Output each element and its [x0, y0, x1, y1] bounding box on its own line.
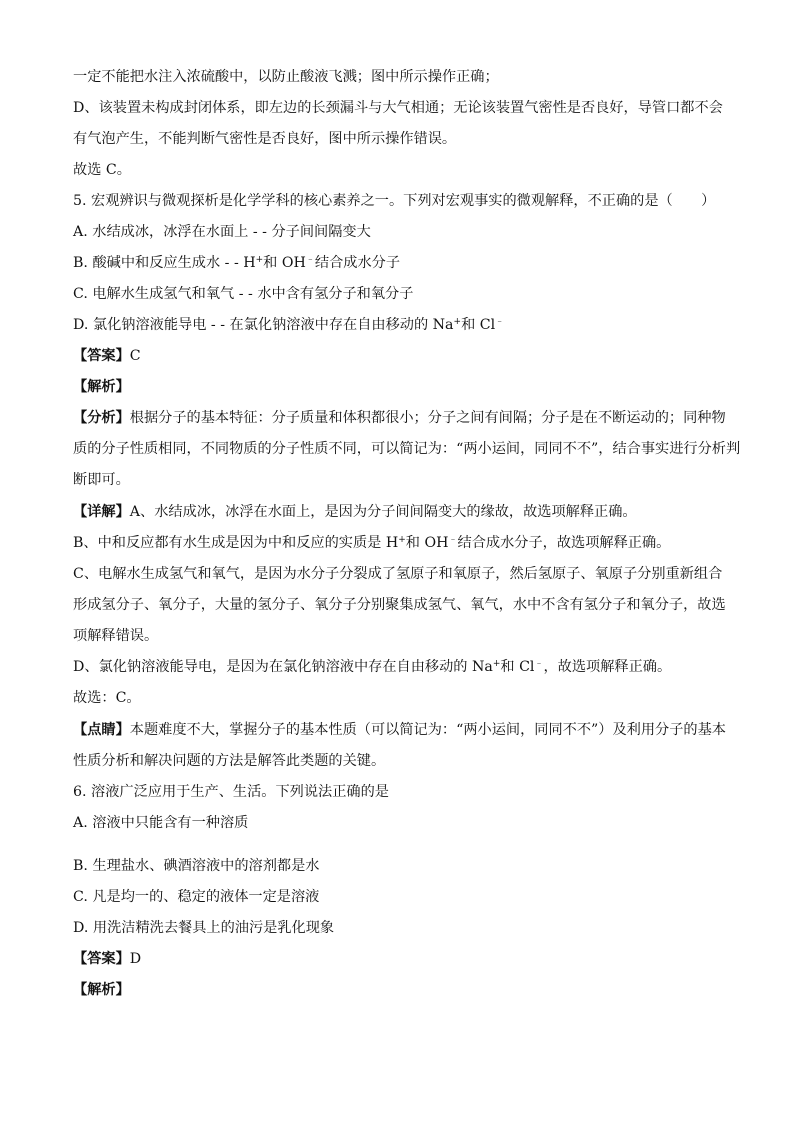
- line-text: 形成氢分子、氧分子，大量的氢分子、氧分子分别聚集成氢气、氧气，水中不含有氢分子和氧分子，故选: [73, 597, 726, 613]
- question-5-stem: [73, 191, 733, 211]
- line-text: D、氯化钠溶液能导电，是因为在氯化钠溶液中存在自由移动的 Na: [73, 659, 493, 675]
- text-line: [73, 720, 733, 740]
- superscript: +: [255, 255, 264, 265]
- line-text: 和 Cl: [500, 659, 535, 675]
- line-text: 断即可。: [73, 472, 130, 488]
- text-line: [73, 657, 733, 677]
- line-text: B. 酸碱中和反应生成水 - - H: [73, 255, 256, 271]
- answer-value: C: [129, 348, 141, 364]
- line-text: 项解释错误。: [73, 628, 159, 644]
- superscript: +: [492, 659, 501, 669]
- line-text: 和 OH: [263, 255, 306, 271]
- text-line: [73, 439, 741, 459]
- superscript: ﹣: [495, 317, 505, 327]
- superscript: +: [453, 317, 462, 327]
- line-text: 质的分子性质相同，不同物质的分子性质不同，可以简记为：“两小运间，同同不不”，结合事实进行分析判: [73, 441, 741, 457]
- line-text: 5. 宏观辨识与微观探析是化学学科的核心素养之一。下列对宏观事实的微观解释，不正确的是（ ）: [73, 193, 716, 209]
- line-text: 6. 溶液广泛应用于生产、生活。下列说法正确的是: [73, 784, 389, 800]
- line-text: C、电解水生成氢气和氧气，是因为水分子分裂成了氢原子和氧原子，然后氢原子、氧原子分别重新组合: [73, 566, 723, 582]
- option-c: [73, 887, 733, 907]
- answer-label: 【答案】: [73, 348, 130, 364]
- line-text: 和 OH: [405, 535, 449, 551]
- line-text: C. 凡是均一的、稳定的液体一定是溶液: [73, 889, 320, 905]
- line-text: 故选 C。: [73, 162, 131, 178]
- section-label: 【解析】: [73, 379, 130, 395]
- text-line: [73, 533, 733, 553]
- line-text: A、水结成冰，冰浮在水面上，是因为分子间间隔变大的缘故，故选项解释正确。: [129, 504, 637, 520]
- text-line: [73, 470, 733, 490]
- line-text: ，故选项解释正确。: [543, 659, 672, 675]
- line-text: A. 溶液中只能含有一种溶质: [73, 815, 249, 831]
- line-text: 和 Cl: [461, 317, 496, 333]
- section-label: 【点睛】: [73, 722, 130, 738]
- text-line: [73, 67, 733, 87]
- text-line: [73, 595, 733, 615]
- answer-line: [73, 949, 733, 969]
- text-line: [73, 564, 733, 584]
- line-text: 本题难度不大，掌握分子的基本性质（可以简记为：“两小运间，同同不不”）及利用分子的基本: [129, 722, 726, 738]
- line-text: 结合成水分子，故选项解释正确。: [457, 535, 671, 551]
- line-text: 结合成水分子: [314, 255, 401, 271]
- line-text: D. 氯化钠溶液能导电 - - 在氯化钠溶液中存在自由移动的 Na: [73, 317, 454, 333]
- option-c: [73, 284, 733, 304]
- text-line: [73, 751, 733, 771]
- line-text: 性质分析和解决问题的方法是解答此类题的关键。: [73, 753, 386, 769]
- line-text: A. 水结成冰，冰浮在水面上 - - 分子间间隔变大: [73, 224, 371, 240]
- text-line: [73, 626, 733, 646]
- line-text: 一定不能把水注入浓硫酸中，以防止酸液飞溅；图中所示操作正确；: [73, 69, 499, 85]
- option-d: [73, 315, 733, 335]
- line-text: D、该装置未构成封闭体系，即左边的长颈漏斗与大气相通；无论该装置气密性是否良好，导管口都不会: [73, 100, 723, 116]
- option-d: [73, 918, 733, 938]
- line-text: 有气泡产生，不能判断气密性是否良好，图中所示操作错误。: [73, 131, 457, 147]
- line-text: 故选：C。: [73, 690, 141, 706]
- analysis-heading: [73, 980, 733, 1000]
- text-line: [73, 502, 733, 522]
- answer-label: 【答案】: [73, 951, 130, 967]
- section-label: 【详解】: [73, 504, 130, 520]
- analysis-heading: [73, 377, 733, 397]
- option-b: [73, 253, 733, 273]
- option-b: [73, 856, 733, 876]
- line-text: B. 生理盐水、碘酒溶液中的溶剂都是水: [73, 858, 320, 874]
- section-label: 【分析】: [73, 410, 130, 426]
- text-line: [73, 688, 733, 708]
- option-a: [73, 222, 733, 242]
- section-label: 【解析】: [73, 982, 130, 998]
- text-line: [73, 98, 733, 118]
- line-text: 根据分子的基本特征：分子质量和体积都很小；分子之间有间隔；分子是在不断运动的；同种物: [129, 410, 726, 426]
- superscript: ﹣: [448, 535, 458, 545]
- text-line: [73, 129, 733, 149]
- answer-value: D: [129, 951, 142, 967]
- line-text: B、中和反应都有水生成是因为中和反应的实质是 H: [73, 535, 399, 551]
- line-text: D. 用洗洁精洗去餐具上的油污是乳化现象: [73, 920, 335, 936]
- superscript: ﹣: [534, 659, 544, 669]
- text-line: [73, 408, 733, 428]
- question-6-stem: [73, 782, 733, 802]
- line-text: C. 电解水生成氢气和氧气 - - 水中含有氢分子和氧分子: [73, 286, 414, 302]
- text-line: [73, 160, 733, 180]
- superscript: ﹣: [305, 255, 315, 265]
- answer-line: [73, 346, 733, 366]
- superscript: +: [398, 535, 406, 545]
- option-a: [73, 813, 733, 833]
